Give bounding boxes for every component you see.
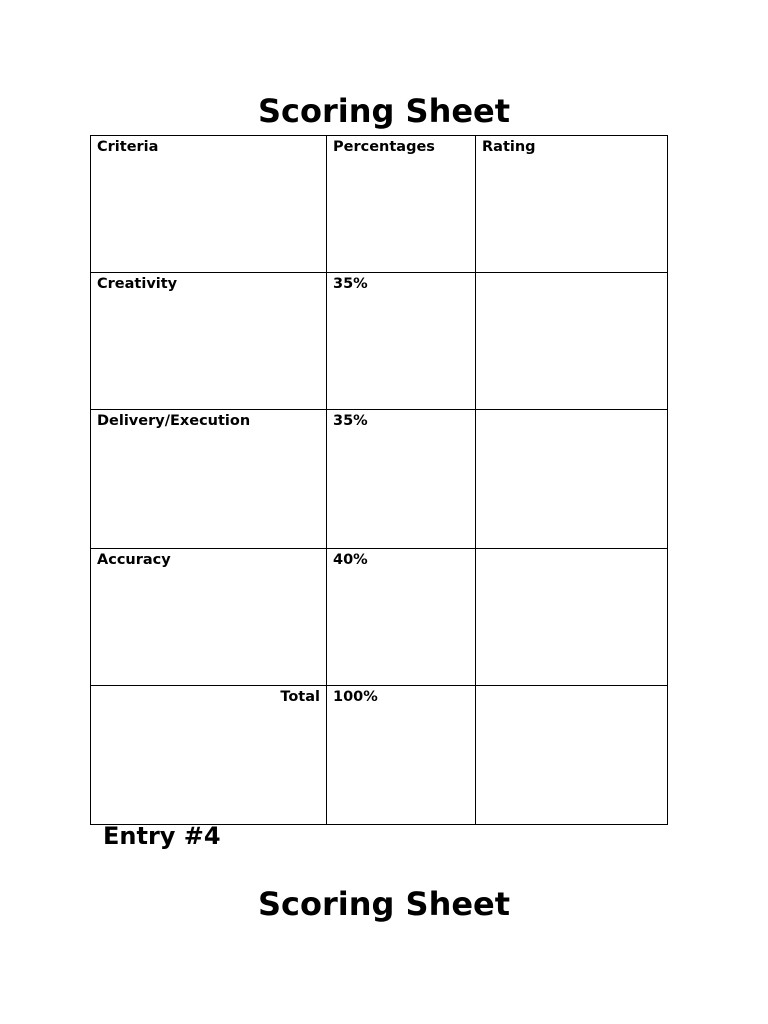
rating-cell[interactable] xyxy=(476,549,668,686)
percentage-cell: 40% xyxy=(327,549,476,686)
table-row xyxy=(91,410,668,549)
rating-cell[interactable] xyxy=(476,273,668,410)
next-page-title: Scoring Sheet xyxy=(257,885,511,923)
page-title: Scoring Sheet xyxy=(257,92,511,130)
table-row xyxy=(91,549,668,686)
total-percentage: 100% xyxy=(327,686,476,825)
criteria-cell: Creativity xyxy=(91,273,327,410)
total-label: Total xyxy=(91,686,327,825)
table-row xyxy=(91,273,668,410)
criteria-cell: Accuracy xyxy=(91,549,327,686)
rating-cell[interactable] xyxy=(476,410,668,549)
scoring-table xyxy=(90,135,668,825)
total-rating-cell[interactable] xyxy=(476,686,668,825)
rating-header: Rating xyxy=(476,136,668,273)
entry-label: Entry #4 xyxy=(103,822,221,850)
total-row xyxy=(91,686,668,825)
percentage-cell: 35% xyxy=(327,410,476,549)
percentages-header: Percentages xyxy=(327,136,476,273)
percentage-cell: 35% xyxy=(327,273,476,410)
criteria-cell: Delivery/Execution xyxy=(91,410,327,549)
table-header-row xyxy=(91,136,668,273)
criteria-header: Criteria xyxy=(91,136,327,273)
